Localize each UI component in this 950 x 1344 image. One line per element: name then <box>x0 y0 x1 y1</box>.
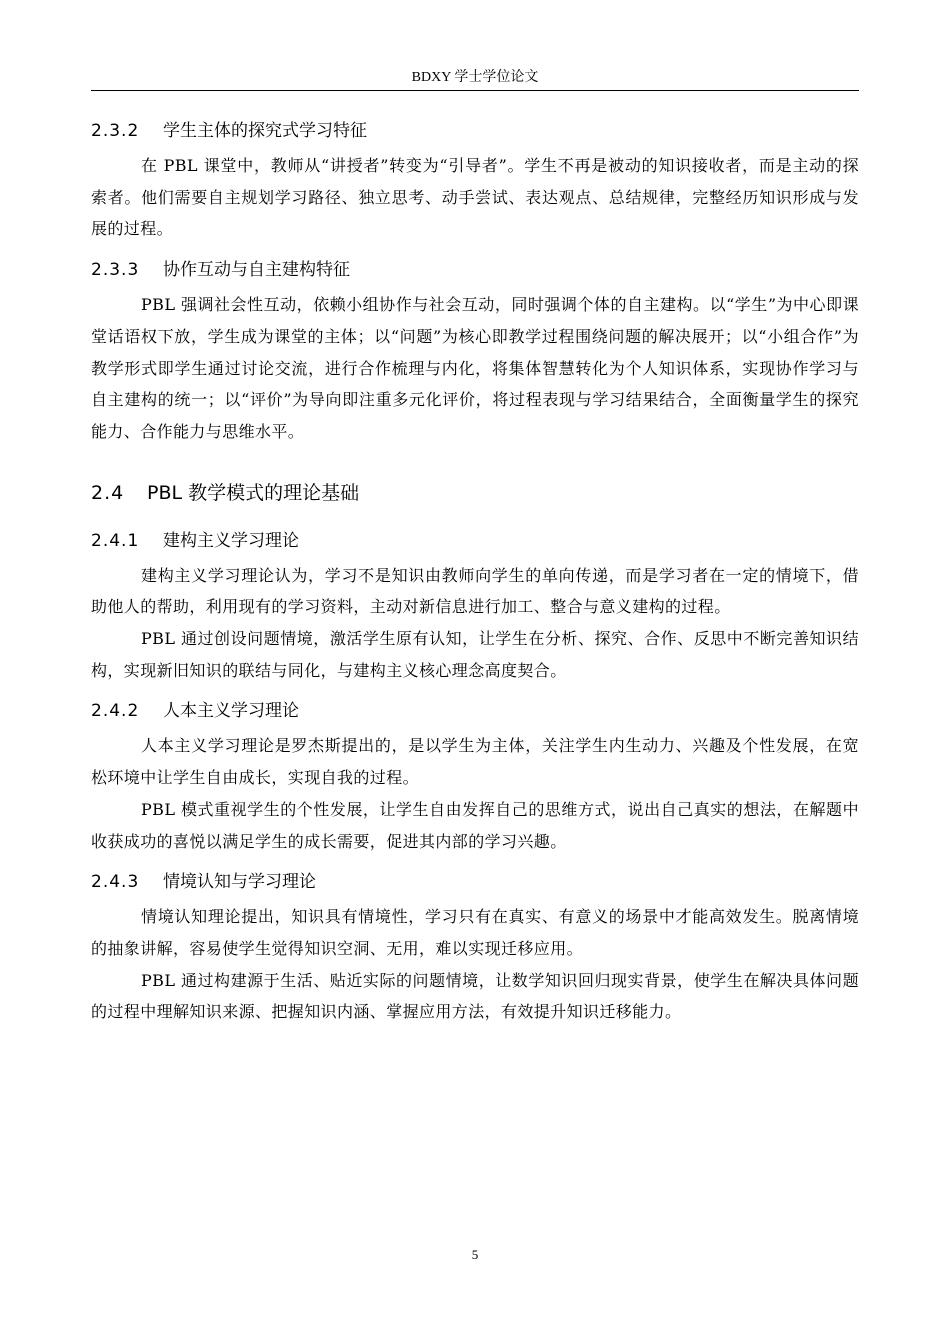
paragraph: PBL 强调社会性互动，依赖小组协作与社会互动，同时强调个体的自主建构。以“学生”为中心即课堂话语权下放，学生成为课堂的主体；以“问题”为核心即教学过程围绕问题的解决展开；以“小组合作”为教学形式即学生通过讨论交流，进行合作梳理与内化，将集体智慧转化为个人知识体系，实现协作学习与自主建构的统一；以“评价”为导向即注重多元化评价，将过程表现与学习结果结合，全面衡量学生的探究能力、合作能力与思维水平。 <box>91 295 859 441</box>
paragraph: 人本主义学习理论是罗杰斯提出的，是以学生为主体，关注学生内生动力、兴趣及个性发展，在宽松环境中让学生自由成长，实现自我的过程。 <box>91 736 859 788</box>
page-number: 5 <box>471 1247 479 1262</box>
section-number: 2.3.2 <box>91 121 140 141</box>
section-heading-2-3-3 <box>91 251 859 289</box>
paragraph: 在 PBL 课堂中，教师从“讲授者”转变为“引导者”。学生不再是被动的知识接收者，而是主动的探索者。他们需要自主规划学习路径、独立思考、动手尝试、表达观点、总结规律，完整经历知识形成与发展的过程。 <box>91 156 859 239</box>
section-number: 2.4.2 <box>91 701 140 722</box>
paragraph: PBL 通过创设问题情境，激活学生原有认知，让学生在分析、探究、合作、反思中不断完善知识结构，实现新旧知识的联结与同化，与建构主义核心理念高度契合。 <box>91 629 859 680</box>
section-number: 2.4 <box>91 481 125 504</box>
section-heading-2-4-1 <box>91 522 859 560</box>
running-header: BDXY 学士学位论文 <box>91 68 859 91</box>
section-number: 2.4.1 <box>91 530 140 551</box>
section-title: 学生主体的探究式学习特征 <box>163 121 367 141</box>
paragraph: PBL 模式重视学生的个性发展，让学生自由发挥自己的思维方式，说出自己真实的想法，在解题中收获成功的喜悦以满足学生的成长需要，促进其内部的学习兴趣。 <box>91 799 859 851</box>
section-heading-2-3-2 <box>91 112 859 150</box>
section-title: PBL 教学模式的理论基础 <box>147 481 360 504</box>
section-title: 建构主义学习理论 <box>163 530 299 551</box>
section-title: 人本主义学习理论 <box>163 701 299 722</box>
section-number: 2.3.3 <box>91 260 140 281</box>
paragraph: 情境认知理论提出，知识具有情境性，学习只有在真实、有意义的场景中才能高效发生。脱离情境的抽象讲解，容易使学生觉得知识空洞、无用，难以实现迁移应用。 <box>91 907 859 958</box>
section-title: 协作互动与自主建构特征 <box>163 260 350 281</box>
section-number: 2.4.3 <box>91 872 140 893</box>
page-body <box>91 112 859 1028</box>
section-title: 情境认知与学习理论 <box>163 872 316 893</box>
section-heading-2-4-2 <box>91 692 859 730</box>
section-heading-2-4-3 <box>91 863 859 901</box>
paragraph: 建构主义学习理论认为，学习不是知识由教师向学生的单向传递，而是学习者在一定的情境下，借助他人的帮助，利用现有的学习资料，主动对新信息进行加工、整合与意义建构的过程。 <box>91 565 859 617</box>
paragraph: PBL 通过构建源于生活、贴近实际的问题情境，让数学知识回归现实背景，使学生在解决具体问题的过程中理解知识来源、把握知识内涵、掌握应用方法，有效提升知识迁移能力。 <box>91 970 859 1022</box>
section-heading-2-4 <box>91 474 859 512</box>
